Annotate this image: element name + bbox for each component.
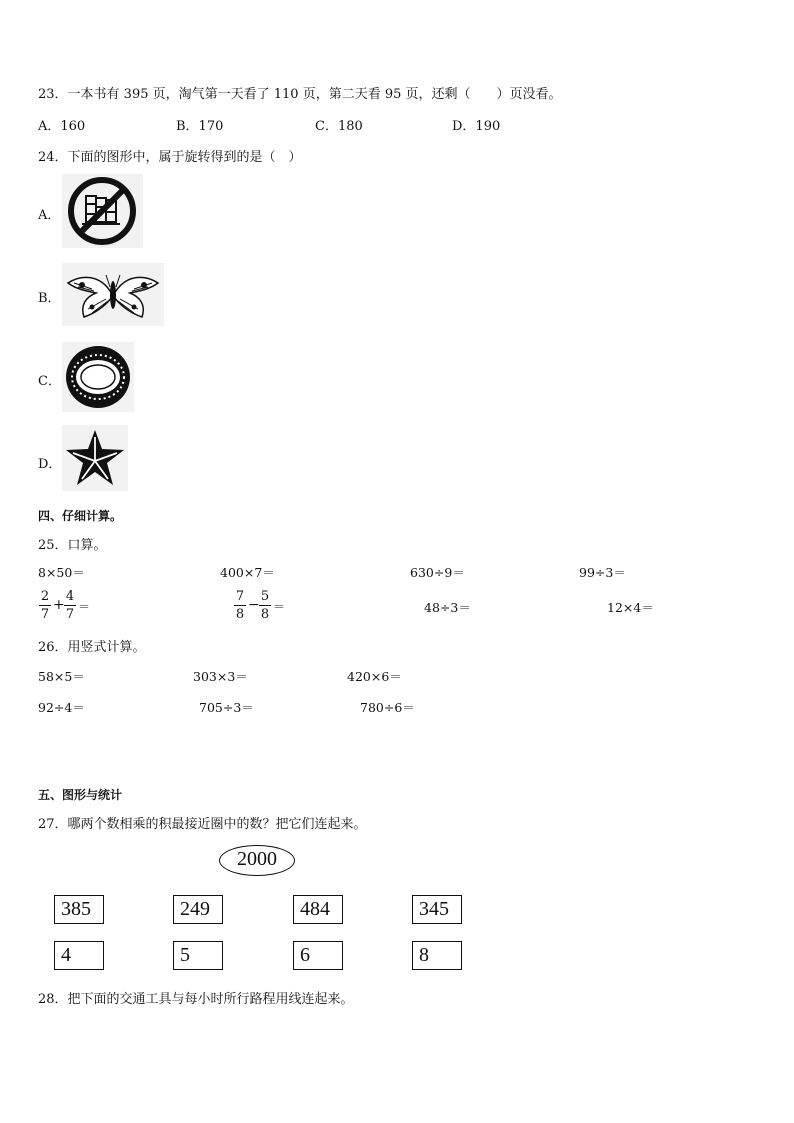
question-23-text: 23．一本书有 395 页，淘气第一天看了 110 页，第二天看 95 页，还剩（ ）页没看。 [38,87,562,102]
q25-item-8: 12×4＝ [607,600,654,615]
bottom-number-box[interactable]: 8 [412,941,462,970]
q26-item-5: 705÷3＝ [199,700,254,715]
q25-item-2: 400×7＝ [220,565,275,580]
fraction-7-8: 7 8 [235,589,245,622]
no-books-sign-icon [62,174,143,248]
question-26-text: 26．用竖式计算。 [38,640,146,655]
question-24-text: 24．下面的图形中，属于旋转得到的是（ ） [38,150,302,165]
bottom-number-box[interactable]: 4 [54,941,104,970]
bottom-number-box[interactable]: 5 [173,941,223,970]
q23-option-d: D．190 [452,119,501,134]
q26-item-6: 780÷6＝ [360,700,415,715]
section-5-title: 五、图形与统计 [38,788,123,802]
q23-option-b: B．170 [176,119,224,134]
question-28-text: 28．把下面的交通工具与每小时所行路程用线连起来。 [38,992,354,1007]
q26-item-1: 58×5＝ [38,669,85,684]
question-25-text: 25．口算。 [38,538,107,553]
pentagon-star-icon [62,425,128,491]
fraction-5-8: 5 8 [260,589,270,622]
q23-option-a: A．160 [38,119,86,134]
top-number-box[interactable]: 345 [412,895,462,924]
top-number-box[interactable]: 484 [293,895,343,924]
q24-option-b-label: B． [38,291,61,306]
fraction-4-7: 4 7 [65,589,75,622]
q25-item-7: 48÷3＝ [424,600,471,615]
q24-option-a-label: A． [38,208,61,223]
target-number-oval: 2000 [219,845,295,876]
q24-option-c-label: C． [38,374,61,389]
q26-item-3: 420×6＝ [347,669,402,684]
q25-item-1: 8×50＝ [38,565,85,580]
q26-item-2: 303×3＝ [193,669,248,684]
ring-icon [62,342,134,412]
butterfly-icon [62,263,164,326]
q25-item-3: 630÷9＝ [410,565,465,580]
minus-sign: − [248,597,260,613]
question-27-text: 27．哪两个数相乘的积最接近圈中的数？把它们连起来。 [38,817,367,832]
section-4-title: 四、仔细计算。 [38,509,123,523]
q23-option-c: C．180 [315,119,363,134]
equals-sign: ＝ [273,600,286,614]
fraction-2-7: 2 7 [40,589,50,622]
bottom-number-box[interactable]: 6 [293,941,343,970]
plus-sign: + [53,597,65,613]
top-number-box[interactable]: 385 [54,895,104,924]
equals-sign: ＝ [78,600,91,614]
q24-option-d-label: D． [38,457,62,472]
q26-item-4: 92÷4＝ [38,700,85,715]
q25-item-4: 99÷3＝ [579,565,626,580]
top-number-box[interactable]: 249 [173,895,223,924]
